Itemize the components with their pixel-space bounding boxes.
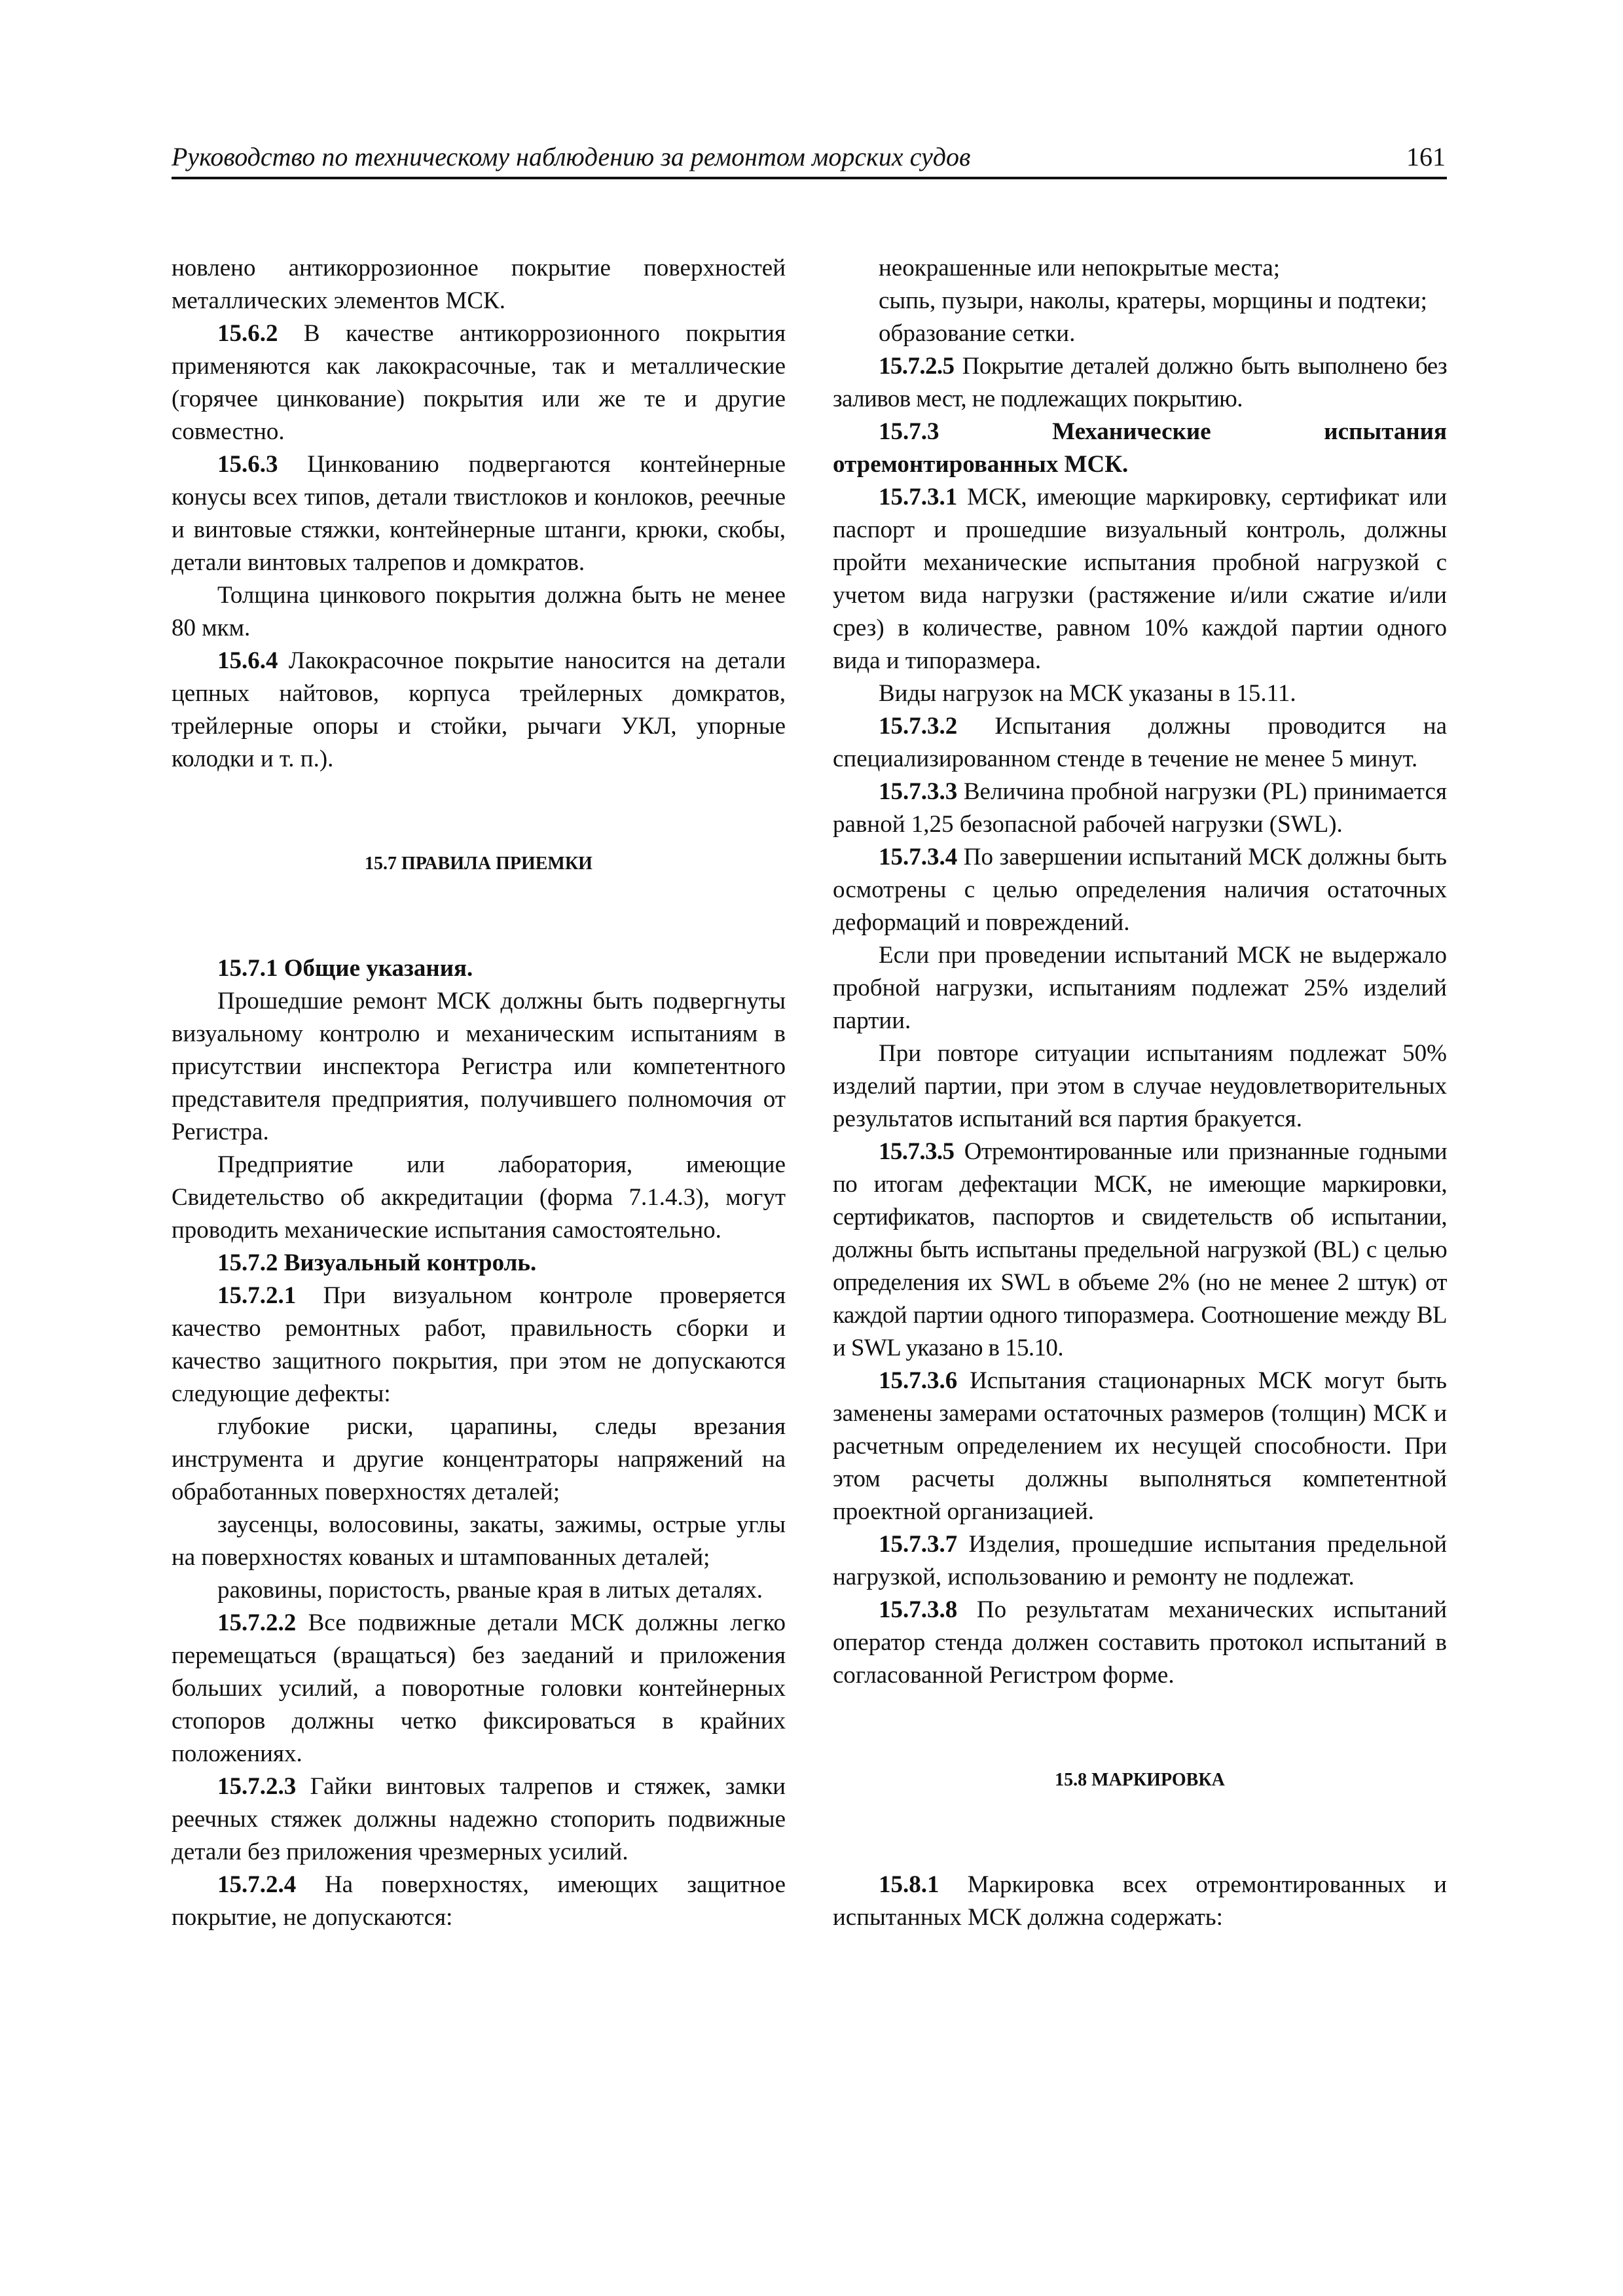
clause-text: Гайки винтовых талрепов и стяжек, замки реечных стяжек должны надежно стопорить подвижные детали без приложения чрезмерных усилий. xyxy=(172,1773,786,1865)
paragraph-15-6-3 xyxy=(172,448,786,579)
paragraph-15-6-2 xyxy=(172,317,786,448)
paragraph-15-7-2-5 xyxy=(833,350,1447,416)
clause-text: Испытания стационарных МСК могут быть заменены замерами остаточных размеров (толщин) МСК и расчетным определением их несущей способности. При этом расчеты должны выполняться компетентной проектной организацией. xyxy=(833,1367,1447,1525)
spacer xyxy=(172,880,786,952)
clause-text: МСК, имеющие маркировку, сертификат или паспорт и прошедшие визуальный контроль, должны пройти механические испытания пробной нагрузкой с учетом вида нагрузки (растяжение и/или сжатие и/или срез) в количестве, равном 10% каждой партии одного вида и типоразмера. xyxy=(833,484,1447,674)
clause-text: На поверхностях, имеющих защитное покрытие, не допускаются: xyxy=(172,1871,786,1931)
clause-text: Величина пробной нагрузки (PL) принимается равной 1,25 безопасной рабочей нагрузки (SWL). xyxy=(833,778,1447,838)
subheading-15-7-1: 15.7.1 Общие указания. xyxy=(217,955,473,982)
clause-text: По результатам механических испытаний оператор стенда должен составить протокол испытаний в согласованной Регистром форме. xyxy=(833,1596,1447,1689)
page-number: 161 xyxy=(1406,142,1446,171)
clause-number: 15.7.3.2 xyxy=(879,713,958,740)
paragraph-15-6-4 xyxy=(172,645,786,776)
section-heading-15-7: 15.7 ПРАВИЛА ПРИЕМКИ xyxy=(365,853,593,874)
paragraph-15-7-3-7 xyxy=(833,1528,1447,1594)
running-title: Руководство по техническому наблюдению за ремонтом морских судов xyxy=(172,142,971,171)
paragraph-15-7-3-2 xyxy=(833,710,1447,776)
clause-number: 15.7.2.5 xyxy=(879,353,955,380)
paragraph-15-7-3-6 xyxy=(833,1365,1447,1528)
clause-number: 15.7.2.4 xyxy=(217,1871,297,1898)
paragraph-15-7-2-1 xyxy=(172,1280,786,1410)
clause-text: По завершении испытаний МСК должны быть осмотрены с целью определения наличия остаточных деформаций и повреждений. xyxy=(833,844,1447,936)
clause-text: Все подвижные детали МСК должны легко перемещаться (вращаться) без заеданий и приложения больших усилий, а поворотные головки контейнерных стопоров должны четко фиксироваться в крайних положениях. xyxy=(172,1609,786,1767)
paragraph-15-8-1 xyxy=(833,1869,1447,1934)
paragraph-15-7-2-3 xyxy=(172,1770,786,1869)
clause-text: Маркировка всех отремонтированных и испытанных МСК должна содержать: xyxy=(833,1871,1447,1931)
clause-number: 15.7.3.4 xyxy=(879,844,958,870)
spacer xyxy=(172,776,786,848)
clause-number: 15.6.2 xyxy=(217,320,278,347)
subheading-15-7-3: 15.7.3 Механические испытания отремонтированных МСК. xyxy=(833,418,1447,478)
paragraph: Прошедшие ремонт МСК должны быть подвергнуты визуальному контролю и механическим испытаниям в присутствии инспектора Регистра или компетентного представителя предприятия, получившего полномочия от Регистра. xyxy=(172,988,786,1145)
clause-number: 15.7.3.1 xyxy=(879,484,958,511)
clause-number: 15.7.2.2 xyxy=(217,1609,297,1636)
list-item: образование сетки. xyxy=(879,320,1076,347)
paragraph-15-7-3-5 xyxy=(833,1136,1447,1365)
clause-number: 15.8.1 xyxy=(879,1871,939,1898)
paragraph-15-7-3-3 xyxy=(833,776,1447,841)
page-header xyxy=(172,139,1447,179)
clause-text: Лакокрасочное покрытие наносится на детали цепных найтовов, корпуса трейлерных домкратов, трейлерные опоры и стойки, рычаги УКЛ, упорные колодки и т. п.). xyxy=(172,647,786,772)
right-column xyxy=(833,252,1447,1934)
clause-number: 15.7.2.1 xyxy=(217,1282,297,1309)
section-heading-15-8: 15.8 МАРКИРОВКА xyxy=(1055,1770,1225,1790)
clause-number: 15.7.3.5 xyxy=(879,1138,955,1165)
paragraph-15-7-3-1 xyxy=(833,481,1447,677)
paragraph-15-7-3-4 xyxy=(833,841,1447,939)
clause-number: 15.7.3.6 xyxy=(879,1367,958,1394)
paragraph-15-7-2-4 xyxy=(172,1869,786,1934)
clause-number: 15.7.3.8 xyxy=(879,1596,958,1623)
clause-text: В качестве антикоррозионного покрытия применяются как лакокрасочные, так и металлические (горячее цинкование) покрытия или же те и другие совместно. xyxy=(172,320,786,445)
spacer xyxy=(833,1797,1447,1869)
list-item: неокрашенные или непокрытые места; xyxy=(879,255,1281,281)
paragraph: При повторе ситуации испытаниям подлежат 50% изделий партии, при этом в случае неудовлетворительных результатов испытаний вся партия бракуется. xyxy=(833,1040,1447,1132)
paragraph: новлено антикоррозионное покрытие поверхностей металлических элементов МСК. xyxy=(172,255,786,314)
clause-text: Испытания должны проводится на специализированном стенде в течение не менее 5 минут. xyxy=(833,713,1447,772)
clause-number: 15.7.3.7 xyxy=(879,1531,958,1558)
clause-text: Цинкованию подвергаются контейнерные конусы всех типов, детали твистлоков и конлоков, реечные и винтовые стяжки, контейнерные штанги, крюки, скобы, детали винтовых талрепов и домкратов. xyxy=(172,451,786,576)
clause-text: Отремонтированные или признанные годными по итогам дефектации МСК, не имеющие маркировки, сертификатов, паспортов и свидетельств об испытании, должны быть испытаны предельной нагрузкой (BL) с целью определения их SWL в объеме 2% (но не менее 2 штук) от каждой партии одного типоразмера. Соотношение между BL и SWL указано в 15.10. xyxy=(833,1138,1447,1361)
list-item: раковины, пористость, рваные края в литых деталях. xyxy=(217,1577,763,1604)
clause-number: 15.7.2.3 xyxy=(217,1773,297,1800)
list-item: сыпь, пузыри, наколы, кратеры, морщины и подтеки; xyxy=(879,287,1427,314)
clause-number: 15.6.3 xyxy=(217,451,278,478)
list-item: заусенцы, волосовины, закаты, зажимы, острые углы на поверхностях кованых и штампованных деталей; xyxy=(172,1511,786,1571)
left-column xyxy=(172,252,786,1934)
subheading-15-7-2: 15.7.2 Визуальный контроль. xyxy=(217,1249,537,1276)
paragraph: Виды нагрузок на МСК указаны в 15.11. xyxy=(879,680,1296,707)
clause-text: Покрытие деталей должно быть выполнено без заливов мест, не подлежащих покрытию. xyxy=(833,353,1447,412)
paragraph-15-7-2-2 xyxy=(172,1607,786,1770)
clause-number: 15.7.3.3 xyxy=(879,778,958,805)
paragraph-15-7-3-8 xyxy=(833,1594,1447,1692)
paragraph: Толщина цинкового покрытия должна быть не менее 80 мкм. xyxy=(172,582,786,641)
list-item: глубокие риски, царапины, следы врезания инструмента и другие концентраторы напряжений на обработанных поверхностях деталей; xyxy=(172,1413,786,1505)
clause-text: При визуальном контроле проверяется качество ремонтных работ, правильность сборки и качество защитного покрытия, при этом не допускаются следующие дефекты: xyxy=(172,1282,786,1407)
clause-number: 15.6.4 xyxy=(217,647,278,674)
paragraph: Если при проведении испытаний МСК не выдержало пробной нагрузки, испытаниям подлежат 25% изделий партии. xyxy=(833,942,1447,1034)
paragraph: Предприятие или лаборатория, имеющие Свидетельство об аккредитации (форма 7.1.4.3), могут проводить механические испытания самостоятельно. xyxy=(172,1151,786,1244)
spacer xyxy=(833,1692,1447,1764)
clause-text: Изделия, прошедшие испытания предельной нагрузкой, использованию и ремонту не подлежат. xyxy=(833,1531,1447,1590)
